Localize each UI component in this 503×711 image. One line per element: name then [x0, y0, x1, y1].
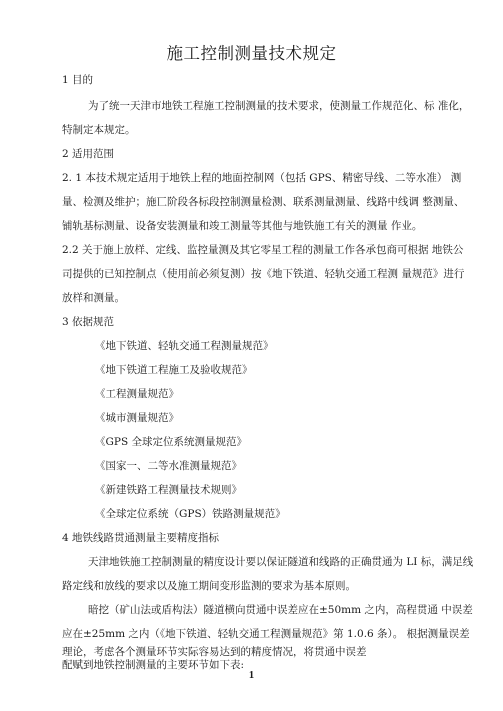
paragraph-line: 天津地铁施工控制测量的精度设计要以保证隧道和线路的正确贯通为 LI 标，满足线 [88, 556, 474, 568]
paragraph-line: 特制定本规定。 [62, 124, 136, 136]
reference-item: 《工程测量规范》 [95, 388, 179, 400]
section-3-heading: 3 依据规范 [62, 316, 115, 328]
paragraph-line: 理论，考虑各个测量环节实际容易达到的精度情况，将贯通中误差 [62, 646, 367, 658]
reference-item: 《全球定位系统（GPS）铁路测量规范》 [95, 508, 286, 520]
paragraph-line: 2.2 关于施上放样、定线、监控量测及其它零星工程的测量工作各承包商可根据 地铁公 [62, 244, 464, 256]
reference-item: 《新建铁路工程测量技术规则》 [95, 484, 242, 496]
section-4-heading: 4 地铁线路贯通测量主要精度指标 [62, 532, 220, 544]
section-2-heading: 2 适用范围 [62, 148, 115, 160]
document-title: 施工控制测量技术规定 [166, 44, 337, 63]
paragraph-line: 2. 1 本技术规定适用于地铁上程的地面控制网（包括 GPS、精密导线、二等水准） 测 [62, 172, 462, 184]
reference-item: 《地下铁道工程施工及验收规范》 [95, 364, 253, 376]
paragraph-line: 量、检测及维护；施匸阶段各标段控制测量检测、联系测量测量、线路中线调 整测量、 [62, 196, 465, 208]
paragraph-line: 为了统一天津市地铁工程施工控制测量的技术要求，使测量工作规范化、标 准化， [88, 100, 470, 112]
section-1-heading: 1 目的 [62, 74, 94, 86]
paragraph-line: 路定线和放线的要求以及施工期间变形监测的要求为基本原则。 [62, 580, 356, 592]
paragraph-line: 应在±25mm 之内（《地下铁道、轻轨交通工程测量规范》第 1.0.6 条）。 根据测量误差 [62, 628, 470, 640]
paragraph-line: 配赋到地铁控制测量的主要环节如下表: [62, 659, 245, 671]
reference-item: 《城市测量规范》 [95, 412, 179, 424]
paragraph-line: 暗挖（矿山法或盾构法）隧道横向贯通中误差应在±50mm 之内，高程贯通 中误差 [88, 604, 473, 616]
reference-item: 《GPS 全球定位系统测量规范》 [95, 436, 247, 448]
reference-item: 《国家一、二等水准测量规范》 [95, 460, 242, 472]
page-number: 1 [248, 670, 255, 681]
paragraph-line: 司提供的已知控制点（使用前必须复测）按《地下铁道、轻轨交通工程测 量规范》进行 [62, 268, 465, 280]
reference-item: 《地下铁道、轻轨交通工程测量规范》 [95, 340, 274, 352]
paragraph-line: 放样和测量。 [62, 292, 125, 304]
paragraph-line: 铺轨基标测量、设备安装测量和竣工测量等其他与地铁施工有关的测量 作业。 [62, 220, 423, 232]
